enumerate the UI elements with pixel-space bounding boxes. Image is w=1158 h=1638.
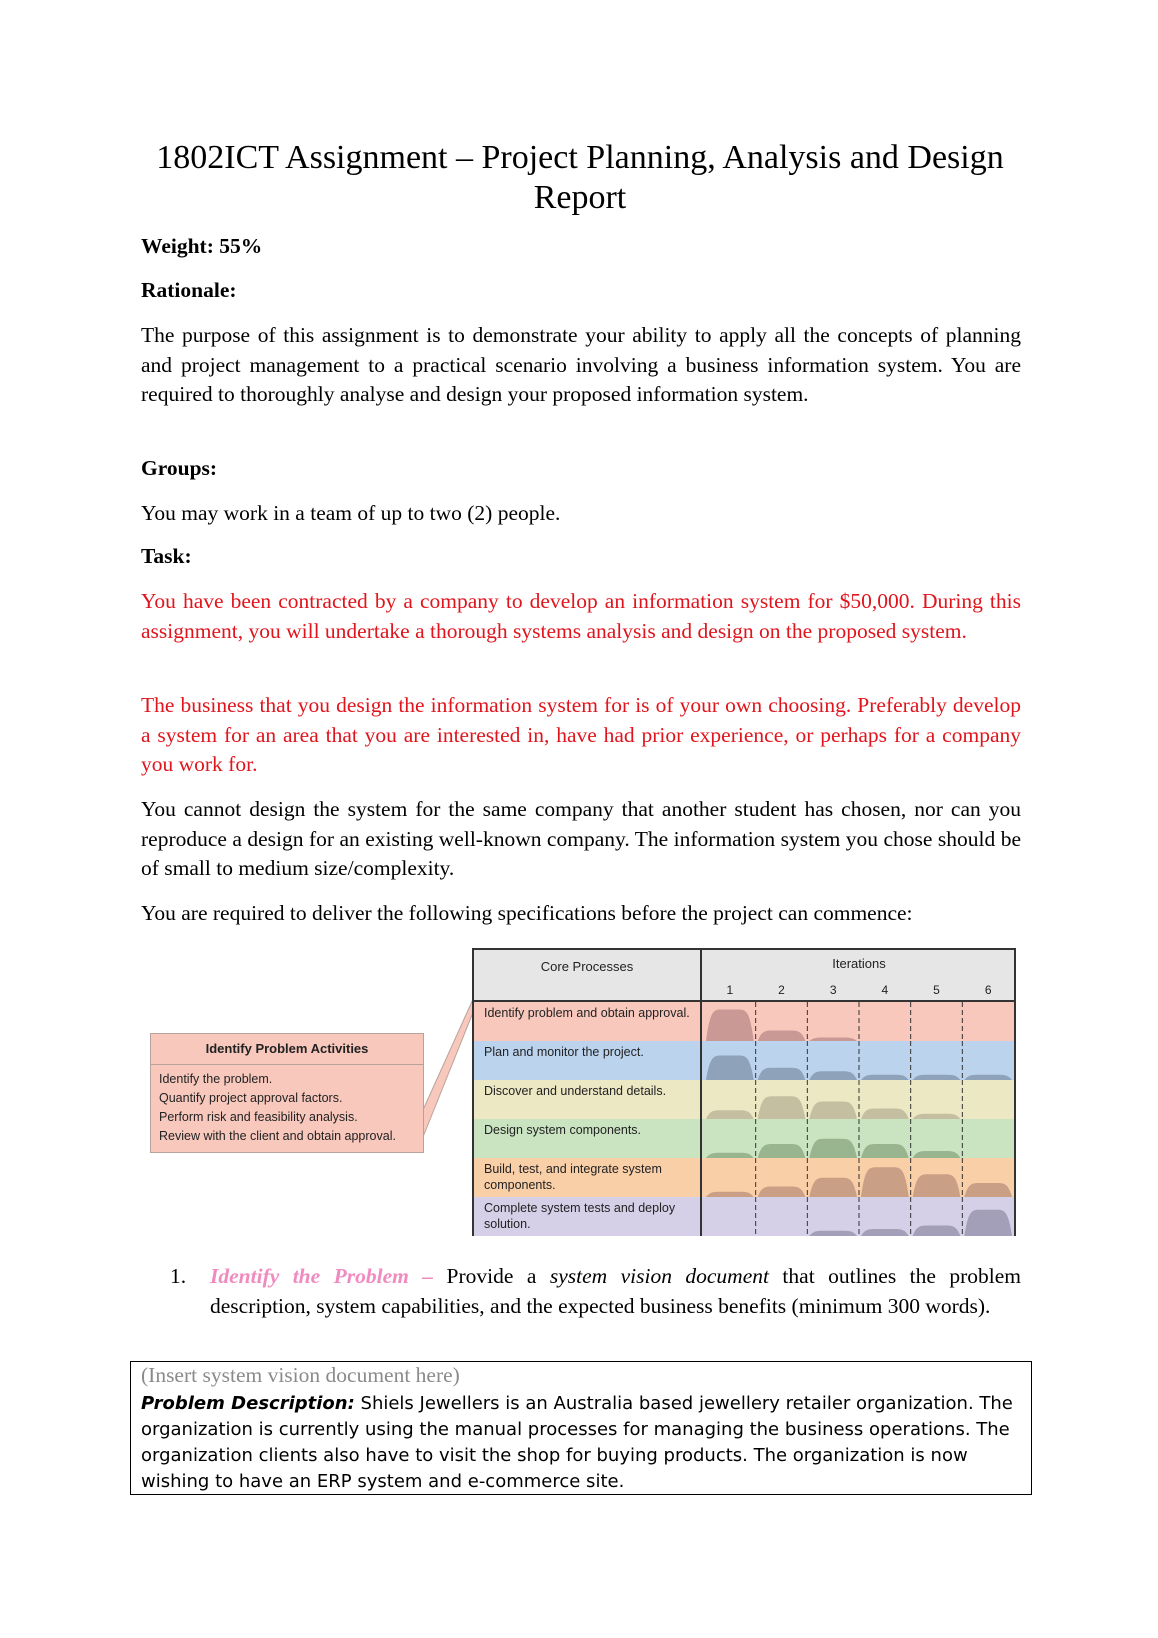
effort-curves bbox=[704, 1197, 1014, 1236]
effort-shape bbox=[809, 1139, 857, 1158]
process-label: Design system components. bbox=[474, 1119, 702, 1158]
process-label: Identify problem and obtain approval. bbox=[474, 1002, 702, 1041]
process-label: Plan and monitor the project. bbox=[474, 1041, 702, 1080]
answer-text bbox=[141, 1391, 1021, 1495]
callout-item: Review with the client and obtain approval. bbox=[159, 1129, 396, 1143]
process-row bbox=[474, 1080, 1014, 1119]
iteration-number: 2 bbox=[778, 983, 785, 997]
iteration-number: 6 bbox=[984, 983, 992, 997]
process-label: Build, test, and integrate system components. bbox=[474, 1158, 702, 1197]
effort-shape bbox=[758, 1031, 806, 1042]
iteration-number: 3 bbox=[829, 983, 837, 997]
effort-curves bbox=[704, 1002, 1014, 1041]
effort-shape bbox=[964, 1183, 1012, 1197]
iteration-number: 4 bbox=[881, 983, 889, 997]
effort-shape bbox=[913, 1151, 961, 1158]
iteration-number: 1 bbox=[726, 983, 734, 997]
effort-shape bbox=[861, 1144, 909, 1158]
page-title: 1802ICT Assignment – Project Planning, Analysis and Design Report bbox=[156, 139, 1004, 216]
callout-activity-list bbox=[151, 1065, 423, 1151]
process-row bbox=[474, 1158, 1014, 1197]
process-label: Complete system tests and deploy solution. bbox=[474, 1197, 702, 1236]
effort-shape bbox=[758, 1068, 806, 1080]
effort-shape bbox=[758, 1187, 806, 1198]
process-row bbox=[474, 1041, 1014, 1080]
process-row bbox=[474, 1119, 1014, 1158]
item-italic: system vision document bbox=[549, 1264, 769, 1288]
task-paragraph-2: The business that you design the information system for is of your own choosing. Preferably develop a system for an area that you are interested in, have had prior experience, or perhaps for a company you work for. bbox=[141, 693, 1021, 776]
task-paragraph-1: You have been contracted by a company to develop an information system for $50,000. During this assignment, you will undertake a thorough systems analysis and design on the proposed system. bbox=[141, 589, 1021, 643]
item-highlight: Identify the Problem – bbox=[210, 1264, 434, 1288]
process-row bbox=[474, 1197, 1014, 1236]
effort-shape bbox=[861, 1167, 909, 1197]
effort-shape bbox=[861, 1229, 909, 1236]
iterations-matrix bbox=[472, 948, 1016, 1236]
item-text-a: Provide a bbox=[433, 1264, 550, 1288]
answer-box[interactable] bbox=[130, 1361, 1032, 1495]
identify-problem-callout bbox=[150, 1033, 424, 1153]
effort-shape bbox=[706, 1056, 754, 1081]
effort-shape bbox=[809, 1231, 857, 1236]
effort-shape bbox=[758, 1096, 806, 1119]
answer-body: Shiels Jewellers is an Australia based jewellery retailer organization. The organization is currently using the manual processes for managing the business operations. The organization clients also have to visit the shop for buying products. The organization is now wishing to have an ERP system and e-commerce site. bbox=[141, 1393, 1013, 1492]
effort-curves bbox=[704, 1041, 1014, 1080]
effort-shape bbox=[809, 1102, 857, 1120]
effort-shape bbox=[913, 1174, 961, 1197]
rationale-heading: Rationale: bbox=[141, 278, 237, 302]
iteration-number: 5 bbox=[933, 983, 940, 997]
effort-curves bbox=[704, 1119, 1014, 1158]
effort-shape bbox=[706, 1110, 754, 1119]
iterations-header: Iterations bbox=[832, 956, 886, 971]
item-text bbox=[210, 1262, 1021, 1321]
effort-shape bbox=[809, 1071, 857, 1080]
groups-paragraph: You may work in a team of up to two (2) people. bbox=[141, 501, 561, 525]
weight-label: Weight: 55% bbox=[141, 234, 263, 258]
effort-curves bbox=[704, 1080, 1014, 1119]
effort-shape bbox=[964, 1210, 1012, 1236]
effort-shape bbox=[758, 1144, 806, 1158]
item-text-b: that outlines the problem description, system capabilities, and the expected business benefits (minimum 300 words). bbox=[210, 1264, 1021, 1318]
task-heading: Task: bbox=[141, 544, 192, 568]
callout-item: Perform risk and feasibility analysis. bbox=[159, 1110, 358, 1124]
rationale-paragraph: The purpose of this assignment is to demonstrate your ability to apply all the concepts of planning and project management to a practical scenario involving a business information system. You are required to thoroughly analyse and design your proposed information system. bbox=[141, 323, 1021, 406]
task-paragraph-4: You are required to deliver the following specifications before the project can commence: bbox=[141, 901, 913, 925]
effort-shape bbox=[706, 1010, 754, 1042]
effort-shape bbox=[861, 1109, 909, 1120]
answer-placeholder: (Insert system vision document here) bbox=[141, 1363, 460, 1387]
callout-item: Identify the problem. bbox=[159, 1072, 273, 1086]
core-processes-header: Core Processes bbox=[474, 950, 702, 1000]
callout-title: Identify Problem Activities bbox=[151, 1034, 423, 1065]
effort-shape bbox=[913, 1226, 961, 1237]
process-row bbox=[474, 1002, 1014, 1041]
effort-curves bbox=[704, 1158, 1014, 1197]
task-paragraph-3: You cannot design the system for the same company that another student has chosen, nor can you reproduce a design for an existing well-known company. The information system you chose should be of small to medium size/complexity. bbox=[141, 797, 1021, 880]
groups-heading: Groups: bbox=[141, 456, 218, 480]
process-label: Discover and understand details. bbox=[474, 1080, 702, 1119]
matrix-header bbox=[474, 950, 1014, 1002]
answer-label: Problem Description: bbox=[141, 1393, 355, 1414]
item-number: 1. bbox=[170, 1264, 187, 1288]
effort-shape bbox=[809, 1178, 857, 1197]
callout-item: Quantify project approval factors. bbox=[159, 1091, 343, 1105]
